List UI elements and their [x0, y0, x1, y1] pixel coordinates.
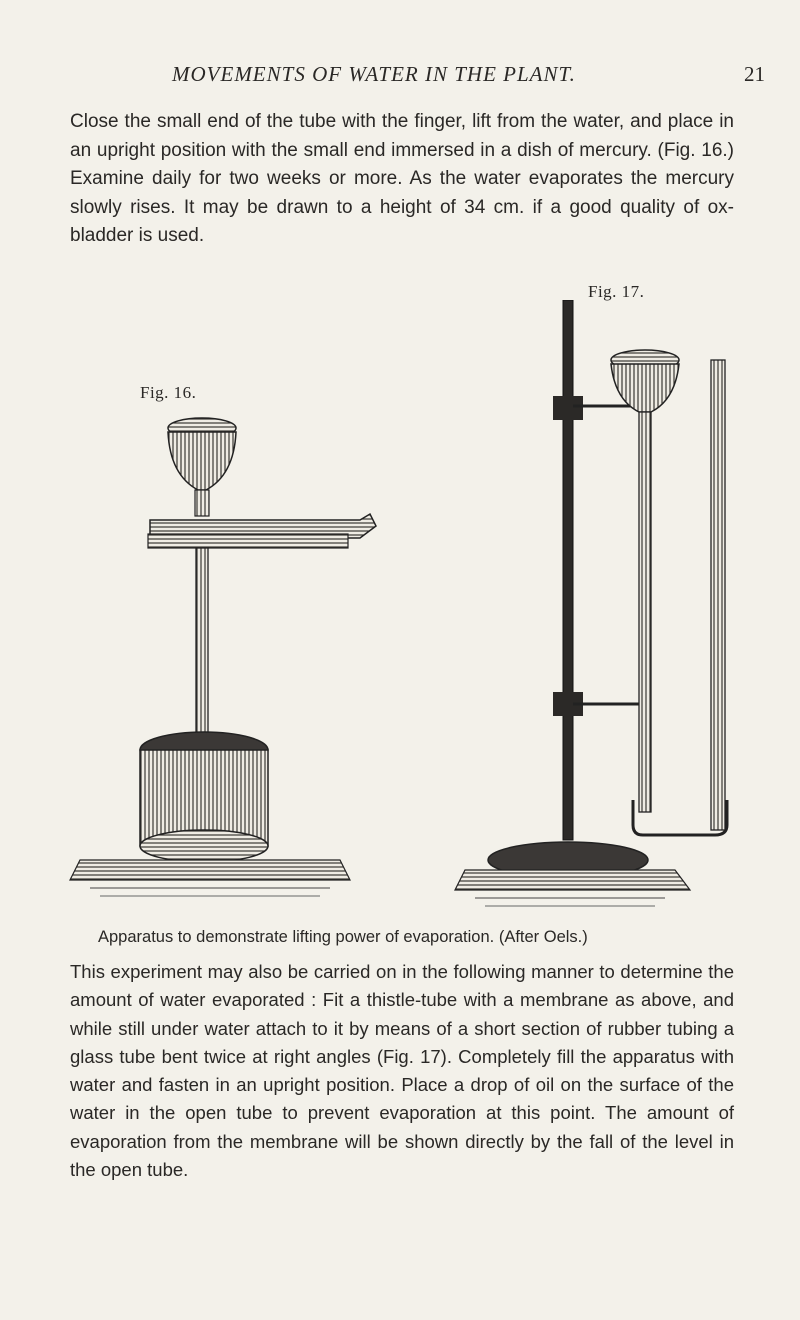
page-number: 21 [744, 62, 765, 86]
fig17-label: Fig. 17. [588, 282, 645, 301]
fig17-illustration [445, 300, 765, 920]
figure-caption: Apparatus to demonstrate lifting power of evaporation. (After Oels.) [98, 928, 588, 946]
running-head: MOVEMENTS OF WATER IN THE PLANT. [172, 62, 576, 86]
fig16-label: Fig. 16. [140, 383, 197, 402]
fig16-illustration [60, 410, 380, 920]
paragraph-2: This experiment may also be carried on in the following manner to determine the amount of water evaporated : Fit a thistle-tube with a membrane as above, and while still under water attach to it by means of a short section of rubber tubing a glass tube bent twice at right angles (Fig. 17). Completely fill the apparatus with water and fasten in an upright position. Place a drop of oil on the surface of the water in the open tube to prevent evaporation at this point. The amount of evaporation from the membrane will be shown directly by the fall of the level in the open tube. [70, 961, 734, 1181]
paragraph-1: Close the small end of the tube with the finger, lift from the water, and place in an upright position with the small end immersed in a dish of mercury. (Fig. 16.) Examine daily for two weeks or more. As the water evaporates the mercury slowly rises. It may be drawn to a height of 34 cm. if a good quality of ox-bladder is used. [70, 111, 734, 246]
